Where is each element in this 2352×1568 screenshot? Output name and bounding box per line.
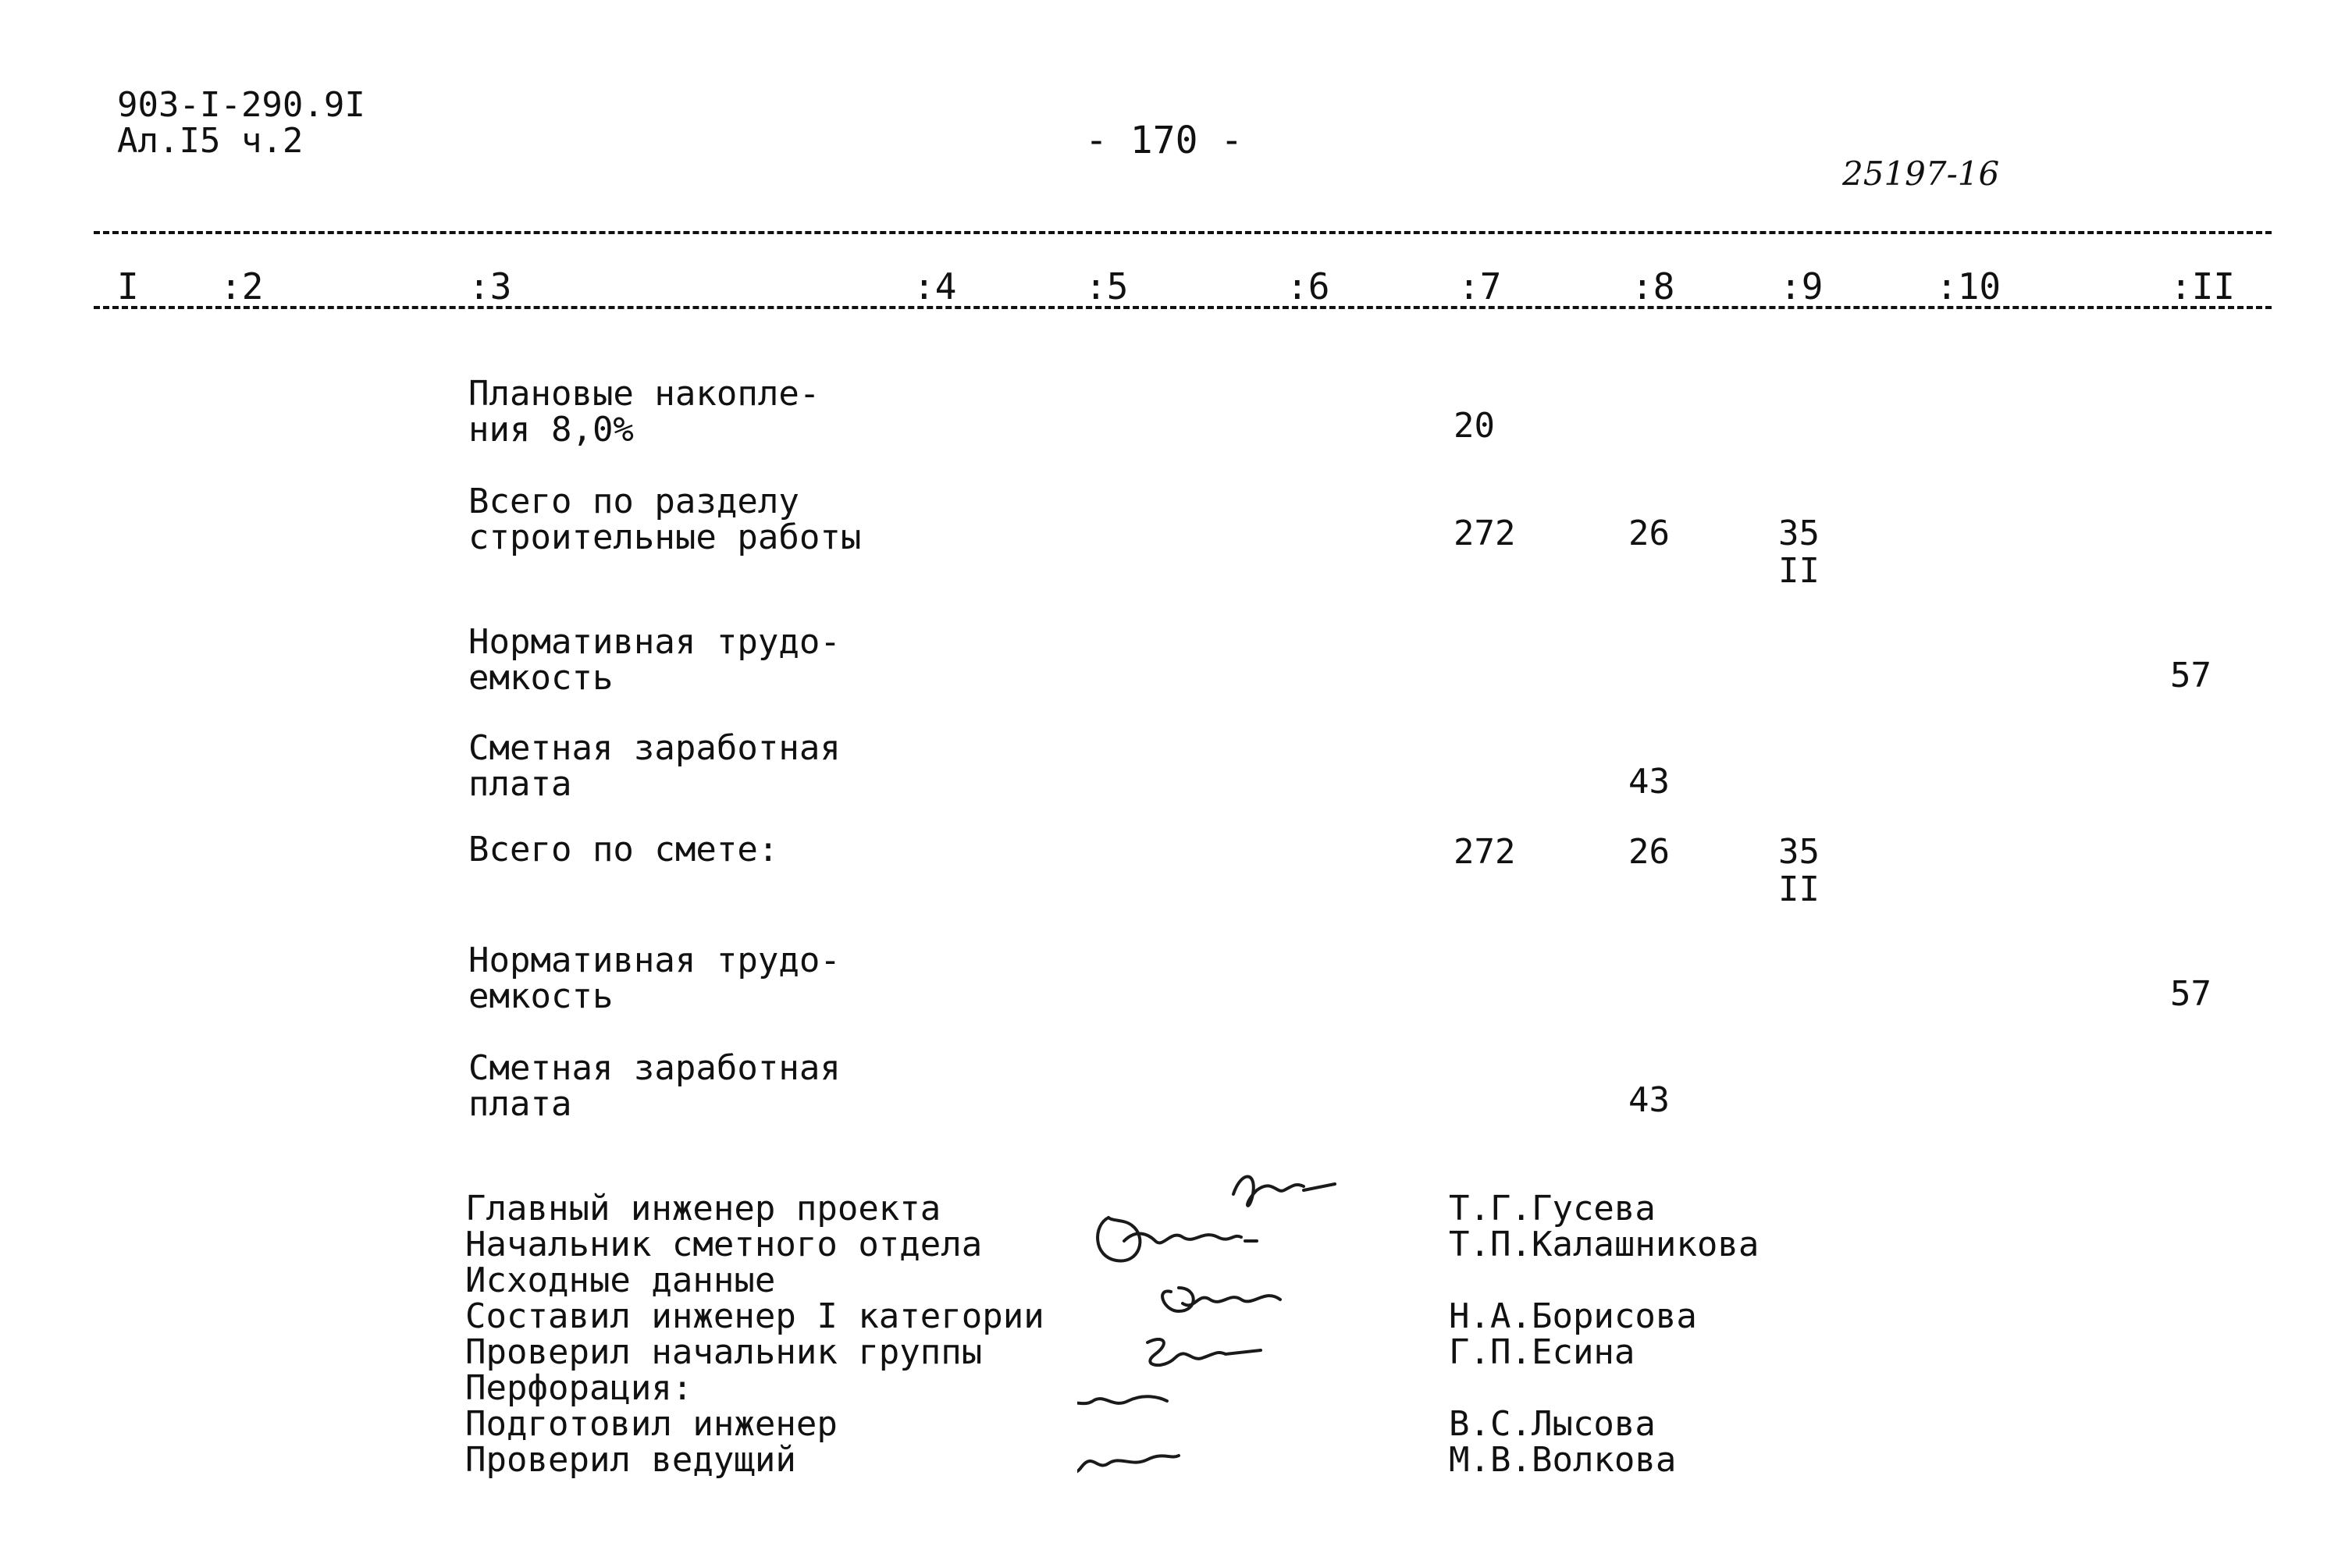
row-col9: 35 <box>1778 514 1820 553</box>
row-col11: 57 <box>2170 656 2211 695</box>
signature-role: Главный инженер проекта <box>465 1189 941 1228</box>
row-label-line1: Плановые накопле- <box>468 374 820 414</box>
col-2: :2 <box>220 265 264 308</box>
row-label-line2: емкость <box>468 976 614 1016</box>
col-3: :3 <box>468 265 512 308</box>
signature-name: М.В.Волкова <box>1449 1440 1677 1480</box>
signature-role: Исходные данные <box>465 1260 776 1300</box>
signature-role: Начальник сметного отдела <box>465 1225 983 1264</box>
row-col9-sub: II <box>1778 869 1820 909</box>
signature-name: Г.П.Есина <box>1449 1332 1635 1372</box>
row-label-line1: Нормативная трудо- <box>468 622 841 662</box>
signature-role: Составил инженер I категории <box>465 1296 1044 1336</box>
row-col8: 26 <box>1628 832 1670 872</box>
page-number: - 170 - <box>1085 119 1244 162</box>
row-label-line2: емкость <box>468 658 614 698</box>
row-label-line1: Нормативная трудо- <box>468 940 841 980</box>
row-label-line1: Всего по разделу <box>468 482 799 521</box>
col-5: :5 <box>1085 265 1129 308</box>
col-10: :10 <box>1936 265 2002 308</box>
row-col7: 272 <box>1454 832 1516 872</box>
row-col8: 43 <box>1628 1080 1670 1120</box>
col-9: :9 <box>1780 265 1824 308</box>
row-col9: 35 <box>1778 832 1820 872</box>
signature-name: Т.Г.Гусева <box>1449 1189 1656 1228</box>
signature-name: В.С.Лысова <box>1449 1404 1656 1444</box>
row-label-line2: ния 8,0% <box>468 410 634 450</box>
row-label-line2: плата <box>468 764 572 804</box>
row-label-line1: Сметная заработная <box>468 1048 841 1088</box>
col-6: :6 <box>1286 265 1330 308</box>
row-col9-sub: II <box>1778 551 1820 591</box>
col-1: I <box>117 265 139 308</box>
signature-role: Перфорация: <box>465 1368 693 1408</box>
row-label-line1: Всего по смете: <box>468 830 779 869</box>
col-7: :7 <box>1458 265 1502 308</box>
row-label-line2: плата <box>468 1084 572 1124</box>
col-8: :8 <box>1631 265 1675 308</box>
stamp-number: 25197-16 <box>1842 155 2000 193</box>
handwritten-signatures <box>1077 1155 1436 1499</box>
signature-role: Подготовил инженер <box>465 1404 838 1444</box>
row-col7: 272 <box>1454 514 1516 553</box>
row-col8: 26 <box>1628 514 1670 553</box>
signature-name: Т.П.Калашникова <box>1449 1225 1760 1264</box>
top-dashed-rule <box>94 231 2272 234</box>
row-col11: 57 <box>2170 974 2211 1014</box>
row-label-line1: Сметная заработная <box>468 728 841 768</box>
document-code: 903-I-290.9I <box>117 85 365 125</box>
row-col7: 20 <box>1454 406 1495 446</box>
col-11: :II <box>2170 265 2236 308</box>
col-4: :4 <box>913 265 957 308</box>
row-label-line2: строительные работы <box>468 517 862 557</box>
signature-role: Проверил ведущий <box>465 1440 796 1480</box>
signature-name: Н.А.Борисова <box>1449 1296 1697 1336</box>
album-part: Ал.I5 ч.2 <box>117 121 304 161</box>
signature-role: Проверил начальник группы <box>465 1332 983 1372</box>
row-col8: 43 <box>1628 762 1670 802</box>
